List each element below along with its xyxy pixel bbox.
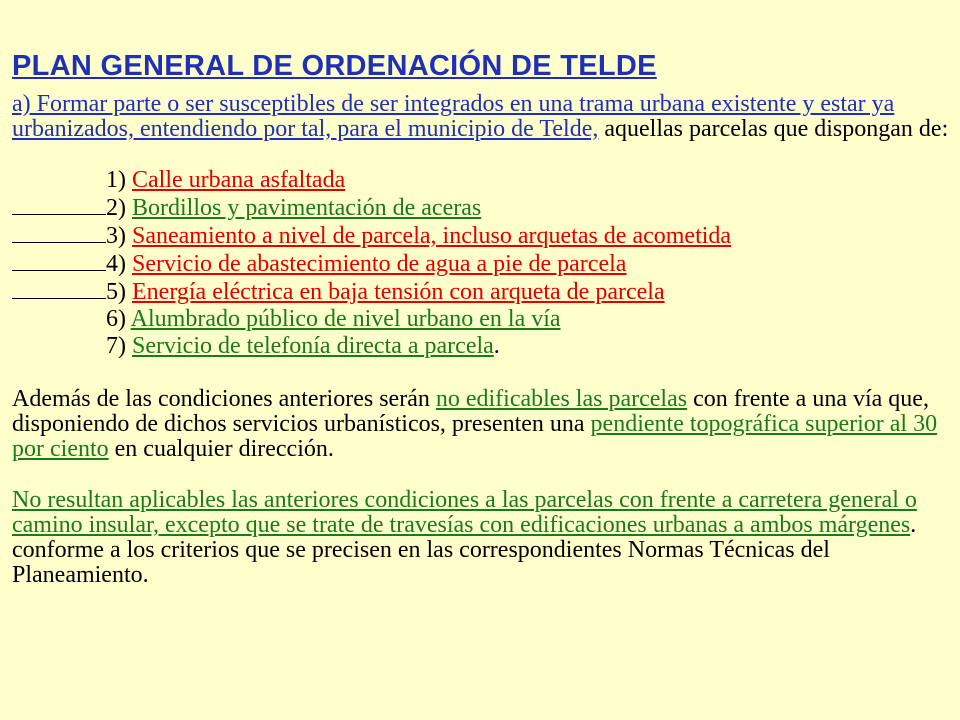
exceptions-paragraph <box>12 488 952 588</box>
list-indent-rule <box>12 222 106 243</box>
list-item-1 <box>12 167 952 194</box>
para3-link[interactable]: No resultan aplicables las anteriores condiciones a las parcelas con frente a carretera general o camino insular, excepto que se trate de travesías con edificaciones urbanas a ambos márgenes <box>12 487 917 538</box>
intro-paragraph <box>12 92 952 142</box>
list-item-3 <box>12 222 952 250</box>
intro-link[interactable]: a) Formar parte o ser susceptibles de ser integrados en una trama urbana existente y estar ya urbanizados, entendiendo por tal, para el municipio de Telde, <box>12 91 895 142</box>
para2-link-2[interactable]: pendiente topográfica superior al 30 por ciento <box>12 411 938 462</box>
conditions-paragraph <box>12 387 952 462</box>
list-indent-rule <box>12 194 106 215</box>
para2-text-2: con frente a una vía que, disponiendo de dichos servicios urbanísticos, presenten una <box>12 386 929 437</box>
para2-text-1: Además de las condiciones anteriores serán <box>12 386 436 412</box>
list-item-5 <box>12 278 952 306</box>
list-suffix: . <box>493 333 500 359</box>
list-number: 6) <box>106 306 131 332</box>
para3-text: . conforme a los criterios que se precisen en las correspondientes Normas Técnicas del Planeamiento. <box>12 512 917 588</box>
list-number: 7) <box>106 333 132 359</box>
list-number: 4) <box>106 251 132 277</box>
list-link[interactable]: Servicio de abastecimiento de agua a pie de parcela <box>132 251 627 277</box>
list-link[interactable]: Energía eléctrica en baja tensión con arqueta de parcela <box>132 279 665 305</box>
list-link[interactable]: Alumbrado público de nivel urbano en la vía <box>130 306 561 332</box>
list-item-2 <box>12 194 952 222</box>
list-item-7 <box>12 333 952 360</box>
para2-text-3: en cualquier dirección. <box>108 436 334 462</box>
list-number: 5) <box>106 279 132 305</box>
list-indent-rule <box>12 278 106 299</box>
list-link[interactable]: Bordillos y pavimentación de aceras <box>132 195 482 221</box>
list-number: 1) <box>106 167 132 193</box>
list-link[interactable]: Saneamiento a nivel de parcela, incluso arquetas de acometida <box>132 223 732 249</box>
intro-text: aquellas parcelas que dispongan de: <box>598 116 949 142</box>
para2-link-1[interactable]: no edificables las parcelas <box>435 386 688 412</box>
slide-content <box>12 48 952 588</box>
list-item-6 <box>12 306 952 333</box>
list-number: 3) <box>106 223 132 249</box>
services-list <box>12 167 952 360</box>
page-title: PLAN GENERAL DE ORDENACIÓN DE TELDE <box>12 50 657 82</box>
list-number: 2) <box>106 195 132 221</box>
list-indent-rule <box>12 250 106 271</box>
list-link[interactable]: Calle urbana asfaltada <box>132 167 346 193</box>
list-link[interactable]: Servicio de telefonía directa a parcela <box>132 333 494 359</box>
list-item-4 <box>12 250 952 278</box>
